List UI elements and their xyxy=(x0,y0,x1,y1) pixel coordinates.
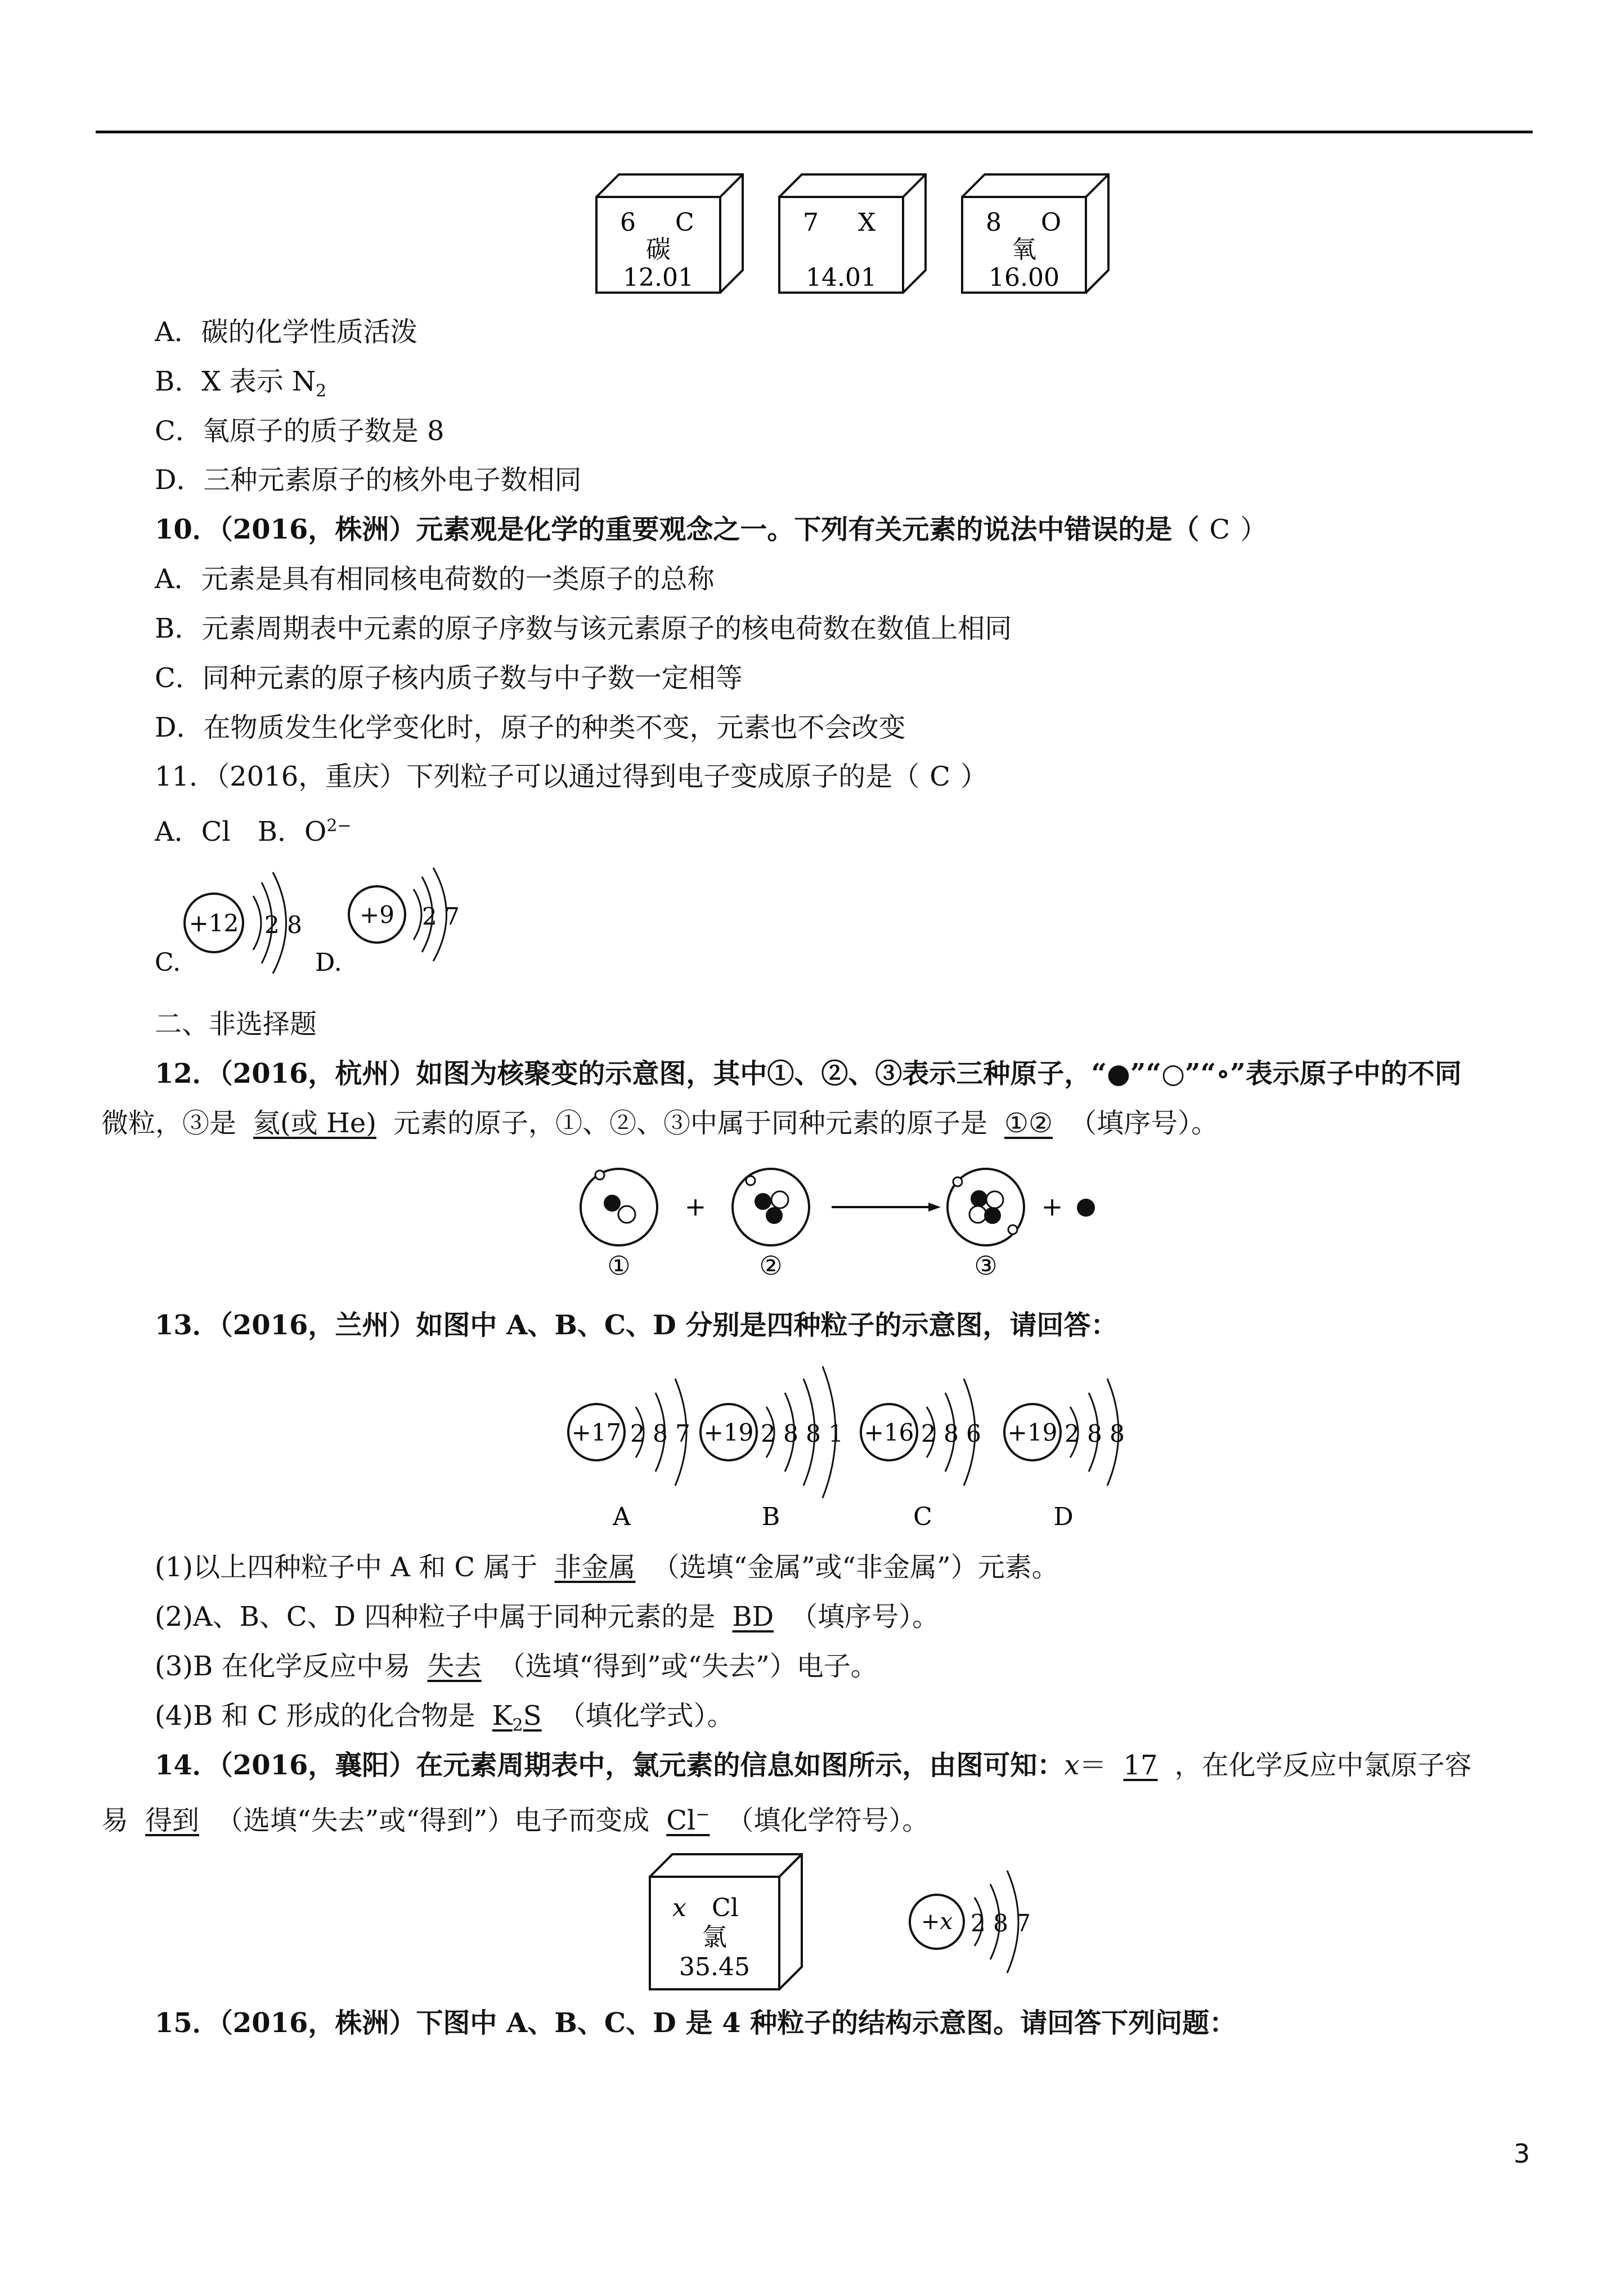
q14-line2-c: （填化学符号）。 xyxy=(726,1805,930,1836)
atom-d-nucleus: +9 xyxy=(360,901,394,929)
atom-1 xyxy=(581,1169,657,1281)
q13-part4-answer-s: S xyxy=(523,1700,542,1732)
q13-part1-a: (1)以上四种粒子中 A 和 C 属于 xyxy=(155,1551,538,1583)
particle-c xyxy=(861,1379,981,1531)
section-heading: 二、非选择题 xyxy=(155,1008,317,1040)
q9-option-b-sub: 2 xyxy=(315,381,327,401)
neutron-product xyxy=(1077,1199,1095,1217)
particle-b-shells: 2 8 8 1 xyxy=(761,1420,843,1447)
q11-label-d: D. xyxy=(315,948,342,977)
q11-label-c: C. xyxy=(155,948,181,977)
card-number: x xyxy=(672,1894,686,1922)
card-mass: 12.01 xyxy=(623,263,694,292)
particle-a-label: A xyxy=(613,1503,631,1531)
atom-d-shells: 2 7 xyxy=(422,903,460,930)
q14-line1-b: ，在化学反应中氯原子容 xyxy=(1174,1750,1472,1781)
atom-c-nucleus: +12 xyxy=(188,909,239,937)
particle-d-label: D xyxy=(1053,1503,1074,1531)
atom-3 xyxy=(948,1169,1024,1281)
q13-stem xyxy=(155,1308,1117,1342)
q15-stem-text: 15．（2016，株洲）下图中 A、B、C、D 是 4 种粒子的结构示意图。请回答下列问题： xyxy=(155,2007,1237,2039)
q13-part2-b: （填序号）。 xyxy=(791,1601,940,1633)
card-mass: 14.01 xyxy=(806,263,877,292)
q9-option-a: A．碳的化学性质活泼 xyxy=(155,316,417,348)
plus-sign-2: + xyxy=(1041,1191,1063,1222)
q13-part2-a: (2)A、B、C、D 四种粒子中属于同种元素的是 xyxy=(155,1601,716,1633)
q12-line2-b: 元素的原子，①、②、③中属于同种元素的原子是 xyxy=(393,1107,988,1139)
q13-part1-b: （选填“金属”或“非金属”）元素。 xyxy=(652,1551,1059,1583)
card-name: 碳 xyxy=(646,235,671,264)
q14-answer3-sup: − xyxy=(695,1805,710,1824)
card-symbol: O xyxy=(1041,208,1062,237)
q12-answer2: ①② xyxy=(1004,1107,1053,1139)
q14-line2-a: 易 xyxy=(101,1805,129,1836)
card-symbol: Cl xyxy=(712,1894,739,1922)
particle-a-nucleus: +17 xyxy=(571,1419,622,1446)
q12-line1 xyxy=(155,1057,1462,1091)
particle-c-nucleus: +16 xyxy=(864,1419,914,1446)
q14-answer2: 得到 xyxy=(145,1805,200,1836)
q14-answer3 xyxy=(649,1798,726,1837)
q13-part4-answer-k: K xyxy=(492,1700,513,1732)
card-name: 氧 xyxy=(1012,235,1036,264)
q11-atom-diagrams xyxy=(152,867,490,990)
q9-option-d: D．三种元素原子的核外电子数相同 xyxy=(155,464,582,496)
particle-d-shells: 2 8 8 xyxy=(1065,1420,1125,1447)
q14-line2 xyxy=(101,1798,929,1837)
atom-2 xyxy=(733,1169,809,1281)
q14-line2-b: （选填“失去”或“得到”）电子而变成 xyxy=(216,1805,650,1836)
particle-a-shells: 2 8 7 xyxy=(630,1420,690,1447)
q14-answer1: 17 xyxy=(1123,1750,1158,1781)
q13-part2 xyxy=(155,1600,939,1634)
q10-stem-text: 10．（2016，株洲）元素观是化学的重要观念之一。下列有关元素的说法中错误的是（ xyxy=(155,514,1200,545)
q12-line2-a: 微粒，③是 xyxy=(101,1107,237,1139)
particle-d xyxy=(1004,1379,1125,1531)
card-name: 氯 xyxy=(702,1923,727,1952)
card-number: 8 xyxy=(986,208,1002,237)
q13-part1-answer: 非金属 xyxy=(554,1551,636,1583)
q10-option-c: C．同种元素的原子核内质子数与中子数一定相等 xyxy=(155,662,743,694)
particle-c-shells: 2 8 6 xyxy=(921,1420,981,1447)
chlorine-shells: 2 8 7 xyxy=(971,1909,1031,1937)
q14-x-variable: x xyxy=(1064,1750,1080,1781)
q11-answer: C xyxy=(930,761,950,792)
particle-b-label: B xyxy=(761,1503,780,1531)
q13-part3-a: (3)B 在化学反应中易 xyxy=(155,1651,411,1682)
q9-option-b xyxy=(155,365,326,409)
q12-line1-text: 12．（2016，杭州）如图为核聚变的示意图，其中①、②、③表示三种原子，“●”“○”“∘”表示原子中的不同 xyxy=(155,1058,1462,1089)
chlorine-atom-diagram xyxy=(910,1871,1031,1973)
q14-equals: ＝ xyxy=(1079,1750,1107,1781)
page-number: 3 xyxy=(1514,2138,1530,2169)
card-symbol: C xyxy=(675,208,694,237)
card-symbol: X xyxy=(858,208,876,237)
q9-option-c: C．氧原子的质子数是 8 xyxy=(155,415,444,447)
q10-option-a: A．元素是具有相同核电荷数的一类原子的总称 xyxy=(155,563,715,595)
atom-diagram-c xyxy=(185,872,302,974)
q13-part4-answer xyxy=(475,1699,559,1743)
particle-d-nucleus: +19 xyxy=(1007,1419,1058,1446)
element-card-oxygen xyxy=(962,174,1108,293)
q12-line2-c: （填序号）。 xyxy=(1070,1107,1219,1139)
q11-stem-text: 11．（2016，重庆）下列粒子可以通过得到电子变成原子的是（ xyxy=(155,761,920,792)
particle-b-nucleus: +19 xyxy=(703,1419,754,1446)
q10-option-b: B．元素周期表中元素的原子序数与该元素原子的核电荷数在数值上相同 xyxy=(155,613,1012,644)
q11-option-ab-text: A．Cl B．O xyxy=(155,816,327,847)
q13-particle-diagrams xyxy=(557,1362,1176,1542)
q14-line1 xyxy=(155,1748,1472,1782)
element-card-x xyxy=(779,174,926,293)
q14-answer3-cl: Cl xyxy=(666,1805,696,1836)
atom-3-label: ③ xyxy=(974,1250,998,1281)
q13-part4 xyxy=(155,1699,734,1743)
q11-option-b-sup: 2− xyxy=(326,816,352,836)
element-cards-figure xyxy=(585,169,1125,298)
card-mass: 16.00 xyxy=(989,263,1059,292)
atom-2-label: ② xyxy=(759,1250,783,1281)
q13-stem-text: 13．（2016，兰州）如图中 A、B、C、D 分别是四种粒子的示意图，请回答： xyxy=(155,1310,1118,1341)
header-rule xyxy=(96,131,1533,133)
atom-1-label: ① xyxy=(607,1250,631,1281)
q13-part3-answer: 失去 xyxy=(427,1651,482,1682)
q13-part3-b: （选填“得到”或“失去”）电子。 xyxy=(498,1651,878,1682)
q11-stem xyxy=(155,760,987,793)
q13-part2-answer: BD xyxy=(732,1601,774,1633)
q14-line1-a: 14．（2016，襄阳）在元素周期表中，氯元素的信息如图所示，由图可知： xyxy=(155,1750,1065,1781)
particle-a xyxy=(568,1379,690,1531)
q12-answer1: 氦(或 He) xyxy=(253,1107,376,1139)
card-number: 7 xyxy=(803,208,819,237)
chlorine-nucleus: +x xyxy=(920,1909,953,1935)
q15-stem xyxy=(155,2006,1236,2040)
fusion-diagram xyxy=(580,1159,1142,1300)
q13-part4-b: （填化学式）。 xyxy=(558,1700,734,1732)
card-mass: 35.45 xyxy=(679,1953,750,1981)
q13-part1 xyxy=(155,1550,1059,1584)
q10-close: ） xyxy=(1240,514,1268,545)
q10-answer: C xyxy=(1209,514,1231,545)
q11-option-ab xyxy=(155,809,352,849)
q9-option-b-text: B．X 表示 N xyxy=(155,366,316,397)
card-number: 6 xyxy=(620,208,636,237)
q14-chlorine-figure xyxy=(647,1851,1052,1998)
q10-stem xyxy=(155,513,1267,546)
reaction-arrow xyxy=(832,1203,941,1212)
q13-part3 xyxy=(155,1649,878,1683)
q12-line2 xyxy=(101,1106,1218,1140)
element-card-chlorine xyxy=(650,1854,802,1989)
atom-diagram-d xyxy=(349,868,460,961)
q13-part4-answer-sub: 2 xyxy=(512,1715,523,1736)
atom-c-shells: 2 8 xyxy=(264,911,302,939)
q11-close: ） xyxy=(960,761,987,792)
element-card-carbon xyxy=(596,174,743,293)
plus-sign-1: + xyxy=(684,1191,707,1222)
q10-option-d: D．在物质发生化学变化时，原子的种类不变，元素也不会改变 xyxy=(155,712,906,743)
particle-b xyxy=(701,1366,843,1531)
particle-c-label: C xyxy=(913,1503,932,1531)
q13-part4-a: (4)B 和 C 形成的化合物是 xyxy=(155,1700,475,1732)
